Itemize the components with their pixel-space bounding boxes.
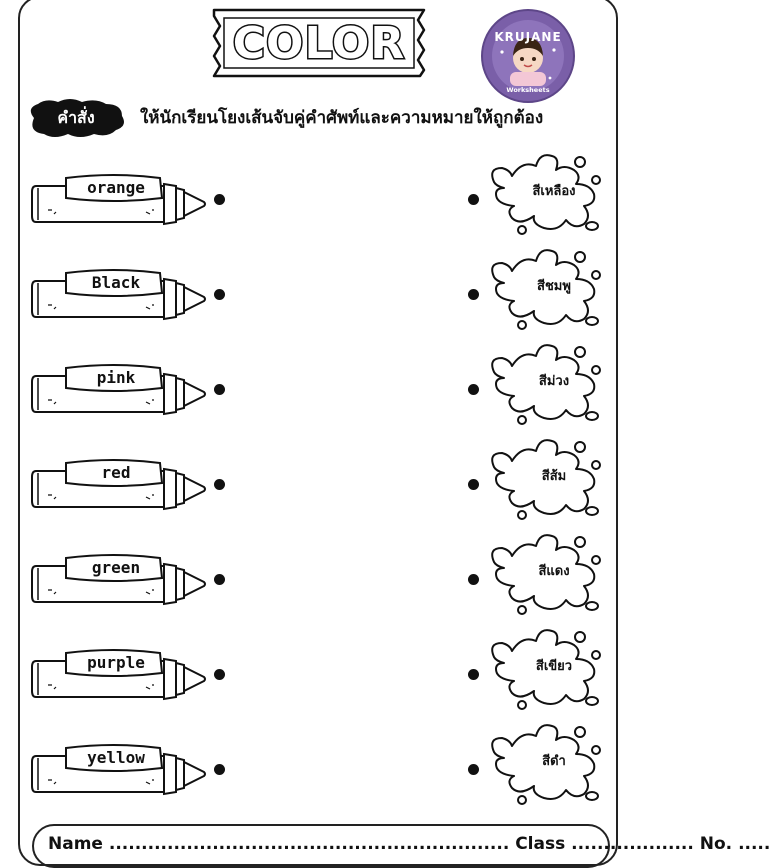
crayon [30, 746, 208, 798]
meaning-dot[interactable] [468, 574, 479, 585]
meaning-label: สีส้ม [541, 469, 567, 484]
paint-splat [482, 435, 606, 521]
title-banner [208, 6, 430, 80]
match-row [0, 461, 640, 541]
word-dot[interactable] [214, 289, 225, 300]
match-row [0, 366, 640, 446]
crayon [30, 176, 208, 228]
meaning-dot[interactable] [468, 384, 479, 395]
word-dot[interactable] [214, 194, 225, 205]
word-dot[interactable] [214, 384, 225, 395]
word-dot[interactable] [214, 479, 225, 490]
match-row [0, 271, 640, 351]
meaning-label: สีเหลือง [532, 184, 576, 199]
meaning-label: สีชมพู [537, 279, 571, 294]
meaning-dot[interactable] [468, 764, 479, 775]
page-title: COLOR [232, 17, 406, 69]
word-label: red [101, 462, 131, 482]
meaning-label: สีเขียว [535, 659, 573, 674]
meaning-dot[interactable] [468, 669, 479, 680]
class-blank[interactable]: ................... [571, 834, 694, 854]
meaning-dot[interactable] [468, 289, 479, 300]
paint-splat [482, 340, 606, 426]
paint-splat [482, 150, 606, 236]
footer-fields [48, 834, 770, 854]
crayon [30, 556, 208, 608]
meaning-label: สีดำ [542, 754, 566, 769]
meaning-dot[interactable] [468, 194, 479, 205]
logo-name: KRUJANE [494, 30, 562, 44]
match-row [0, 651, 640, 731]
paint-splat [482, 720, 606, 806]
match-row [0, 746, 640, 826]
no-label: No. [699, 834, 733, 854]
word-dot[interactable] [214, 574, 225, 585]
crayon [30, 461, 208, 513]
match-row [0, 176, 640, 256]
word-dot[interactable] [214, 669, 225, 680]
paint-splat [482, 245, 606, 331]
word-label: Black [91, 272, 141, 292]
meaning-dot[interactable] [468, 479, 479, 490]
instruction-badge [24, 98, 128, 138]
crayon [30, 366, 208, 418]
word-label: yellow [87, 747, 145, 767]
class-label: Class [515, 834, 566, 854]
instruction-text: ให้นักเรียนโยงเส้นจับคู่คำศัพท์และความหมายให้ถูกต้อง [140, 108, 544, 128]
crayon [30, 651, 208, 703]
meaning-label: สีม่วง [538, 374, 570, 389]
word-label: pink [96, 367, 136, 387]
krujane-logo [480, 8, 576, 104]
word-label: orange [87, 177, 145, 197]
logo-subtitle: Worksheets [506, 86, 550, 94]
paint-splat [482, 530, 606, 616]
no-blank[interactable]: ..... [738, 834, 770, 854]
meaning-label: สีแดง [538, 564, 570, 579]
name-label: Name [48, 834, 103, 854]
instruction-badge-label: คำสั่ง [57, 107, 95, 127]
name-blank[interactable]: .............................................................. [108, 834, 510, 854]
paint-splat [482, 625, 606, 711]
crayon [30, 271, 208, 323]
word-label: purple [87, 652, 145, 672]
word-dot[interactable] [214, 764, 225, 775]
word-label: green [91, 557, 141, 577]
match-row [0, 556, 640, 636]
